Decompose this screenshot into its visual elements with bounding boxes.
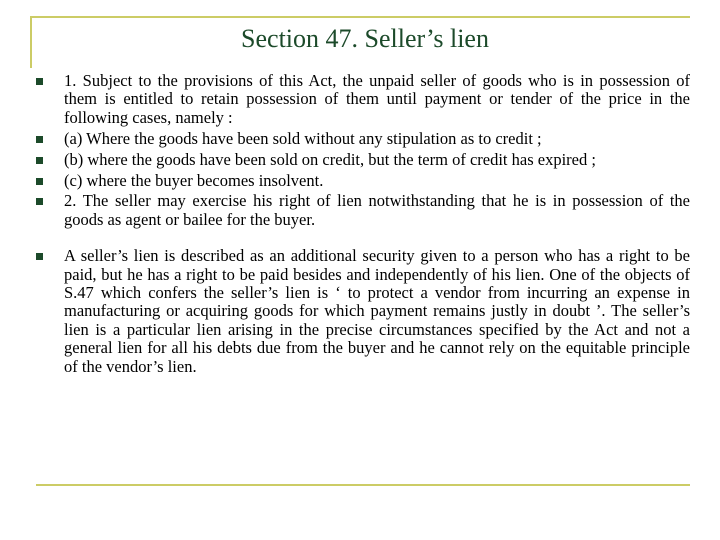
square-bullet-icon (36, 198, 43, 205)
list-item (36, 72, 690, 127)
list-item-text: 1. Subject to the provisions of this Act, the unpaid seller of goods who is in possession of them is entitled to retain possession of them until payment or tender of the price in the following cases, namely : (64, 71, 690, 127)
list-item (36, 192, 690, 229)
list-item (36, 247, 690, 376)
list-item-text: A seller’s lien is described as an additional security given to a person who has a right to be paid, but he has a right to be paid besides and independently of his lien. One of the objects of S.47 which confers the seller’s lien is ‘ to protect a vendor from incurring an expense in manufacturing or acquiring goods for which payment remains justly in doubt ’. The seller’s lien is a particular lien arising in the precise circumstances specified by the Act and not a general lien for all his debts due from the buyer and he cannot rely on the equitable principle of the vendor’s lien. (64, 246, 690, 376)
list-item (36, 172, 690, 190)
square-bullet-icon (36, 78, 43, 85)
list-item-text: 2. The seller may exercise his right of lien notwithstanding that he is in possession of the goods as agent or bailee for the buyer. (64, 191, 690, 229)
square-bullet-icon (36, 157, 43, 164)
slide-title: Section 47. Seller’s lien (241, 24, 489, 53)
square-bullet-icon (36, 136, 43, 143)
list-item-text: (b) where the goods have been sold on credit, but the term of credit has expired ; (64, 149, 596, 169)
list-item-text: (c) where the buyer becomes insolvent. (64, 170, 324, 190)
top-divider (30, 16, 690, 18)
bullet-list (36, 72, 690, 379)
square-bullet-icon (36, 253, 43, 260)
list-item (36, 130, 690, 148)
list-item-text: (a) Where the goods have been sold without any stipulation as to credit ; (64, 128, 542, 148)
square-bullet-icon (36, 178, 43, 185)
list-item (36, 151, 690, 169)
bottom-divider (36, 484, 690, 486)
